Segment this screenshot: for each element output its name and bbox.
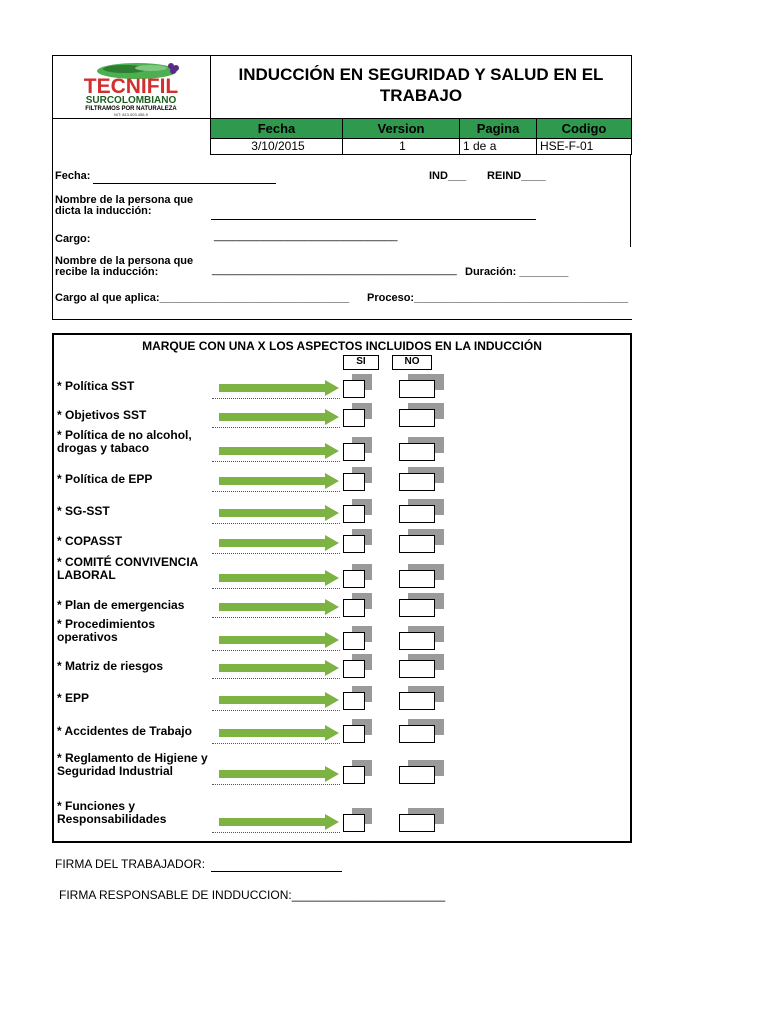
duracion-field[interactable]: Duración: ________ xyxy=(465,266,569,278)
arrow-right-icon xyxy=(219,443,339,459)
si-checkbox[interactable] xyxy=(343,505,365,523)
no-checkbox[interactable] xyxy=(399,725,435,743)
logo-tagline: FILTRAMOS POR NATURALEZA xyxy=(85,106,177,112)
dicta-label-1: Nombre de la persona que xyxy=(55,194,194,206)
recibe-field[interactable]: ________________________________________ xyxy=(212,264,457,276)
dotted-divider xyxy=(212,743,340,744)
col-version: Version xyxy=(342,118,460,139)
no-checkbox[interactable] xyxy=(399,660,435,678)
cargo-field[interactable]: ______________________________ xyxy=(214,230,398,242)
dotted-divider xyxy=(212,710,340,711)
arrow-right-icon xyxy=(219,535,339,551)
arrow-right-icon xyxy=(219,380,339,396)
si-checkbox[interactable] xyxy=(343,409,365,427)
dotted-divider xyxy=(212,398,340,399)
no-checkbox[interactable] xyxy=(399,570,435,588)
arrow-right-icon xyxy=(219,505,339,521)
no-checkbox[interactable] xyxy=(399,535,435,553)
dotted-divider xyxy=(212,678,340,679)
value-pagina: 1 de a xyxy=(459,138,537,155)
no-checkbox[interactable] xyxy=(399,473,435,491)
si-checkbox[interactable] xyxy=(343,535,365,553)
arrow-right-icon xyxy=(219,814,339,830)
col-pagina: Pagina xyxy=(459,118,537,139)
recibe-label-2: recibe la inducción: xyxy=(55,266,159,278)
cargo-label: Cargo: xyxy=(55,233,91,245)
dicta-label-2: dicta la inducción: xyxy=(55,205,152,217)
si-checkbox[interactable] xyxy=(343,380,365,398)
arrow-right-icon xyxy=(219,409,339,425)
checklist-item-label-line2: drogas y tabaco xyxy=(57,441,150,455)
checklist-item-label: * Objetivos SST xyxy=(57,408,147,422)
checklist-item-label: * Política SST xyxy=(57,379,135,393)
checklist-title: MARQUE CON UNA X LOS ASPECTOS INCLUIDOS EN LA INDUCCIÓN xyxy=(142,339,542,353)
si-checkbox[interactable] xyxy=(343,599,365,617)
checklist-item-label: * Plan de emergencias xyxy=(57,598,185,612)
dotted-divider xyxy=(212,617,340,618)
checklist-item-label-line2: Seguridad Industrial xyxy=(57,764,174,778)
dotted-divider xyxy=(212,650,340,651)
no-checkbox[interactable] xyxy=(399,632,435,650)
firma-responsable-field[interactable]: FIRMA RESPONSABLE DE INDDUCCION:_______________________ xyxy=(59,888,446,902)
si-checkbox[interactable] xyxy=(343,632,365,650)
checklist-item-label-line2: LABORAL xyxy=(57,568,116,582)
arrow-right-icon xyxy=(219,599,339,615)
no-checkbox[interactable] xyxy=(399,443,435,461)
checklist-item-label: * EPP xyxy=(57,691,90,705)
dicta-field[interactable] xyxy=(211,219,536,220)
checklist-item-label: * Política de no alcohol, xyxy=(57,428,192,442)
col-fecha: Fecha xyxy=(210,118,343,139)
dotted-divider xyxy=(212,461,340,462)
no-header: NO xyxy=(392,355,432,370)
no-checkbox[interactable] xyxy=(399,766,435,784)
arrow-right-icon xyxy=(219,632,339,648)
no-checkbox[interactable] xyxy=(399,505,435,523)
proceso-field[interactable]: Proceso:___________________________________ xyxy=(367,292,629,304)
firma-trabajador-label: FIRMA DEL TRABAJADOR: xyxy=(55,857,206,871)
checklist-item-label: * SG-SST xyxy=(57,504,110,518)
checklist-item-label: * Procedimientos xyxy=(57,617,156,631)
dotted-divider xyxy=(212,832,340,833)
si-header: SI xyxy=(343,355,379,370)
si-checkbox[interactable] xyxy=(343,660,365,678)
arrow-right-icon xyxy=(219,570,339,586)
value-fecha: 3/10/2015 xyxy=(210,138,343,155)
no-checkbox[interactable] xyxy=(399,380,435,398)
checklist-item-label-line2: operativos xyxy=(57,630,118,644)
checklist-item-label: * Accidentes de Trabajo xyxy=(57,724,192,738)
dotted-divider xyxy=(212,427,340,428)
blank-cell xyxy=(52,118,211,155)
arrow-right-icon xyxy=(219,725,339,741)
si-checkbox[interactable] xyxy=(343,443,365,461)
checklist-item-label: * Política de EPP xyxy=(57,472,153,486)
logo-title: TECNIFIL xyxy=(83,75,179,98)
logo-subtitle: SURCOLOMBIANO xyxy=(85,95,177,106)
fecha-label: Fecha: xyxy=(55,170,91,182)
dotted-divider xyxy=(212,523,340,524)
si-checkbox[interactable] xyxy=(343,814,365,832)
arrow-right-icon xyxy=(219,473,339,489)
no-checkbox[interactable] xyxy=(399,409,435,427)
logo-nit: NIT: 813.003.456-9 xyxy=(113,112,149,117)
dotted-divider xyxy=(212,588,340,589)
checklist-item-label: * COPASST xyxy=(57,534,123,548)
si-checkbox[interactable] xyxy=(343,692,365,710)
reind-field[interactable]: REIND____ xyxy=(487,170,546,182)
no-checkbox[interactable] xyxy=(399,692,435,710)
value-codigo: HSE-F-01 xyxy=(536,138,632,155)
dotted-divider xyxy=(212,491,340,492)
tecnifil-logo xyxy=(53,56,210,118)
checklist-item-label: * Reglamento de Higiene y xyxy=(57,751,208,765)
dotted-divider xyxy=(212,553,340,554)
checklist-section xyxy=(52,333,632,843)
value-version: 1 xyxy=(342,138,460,155)
recibe-label-1: Nombre de la persona que xyxy=(55,255,194,267)
no-checkbox[interactable] xyxy=(399,814,435,832)
title-cell xyxy=(210,55,632,119)
arrow-right-icon xyxy=(219,766,339,782)
checklist-item-label: * Funciones y xyxy=(57,799,136,813)
fecha-field[interactable] xyxy=(93,183,276,184)
ind-field[interactable]: IND___ xyxy=(429,170,467,182)
checklist-item-label: * Matriz de riesgos xyxy=(57,659,164,673)
si-checkbox[interactable] xyxy=(343,725,365,743)
cargo-aplica-field[interactable]: Cargo al que aplica:_______________________________ xyxy=(55,292,350,304)
form-header xyxy=(52,55,632,155)
checklist-item-label: * COMITÉ CONVIVENCIA xyxy=(57,555,199,569)
no-checkbox[interactable] xyxy=(399,599,435,617)
checklist-item-label-line2: Responsabilidades xyxy=(57,812,167,826)
si-checkbox[interactable] xyxy=(343,766,365,784)
si-checkbox[interactable] xyxy=(343,570,365,588)
arrow-right-icon xyxy=(219,660,339,676)
col-codigo: Codigo xyxy=(536,118,632,139)
arrow-right-icon xyxy=(219,692,339,708)
si-checkbox[interactable] xyxy=(343,473,365,491)
logo-cell xyxy=(52,55,211,119)
page-title: INDUCCIÓN EN SEGURIDAD Y SALUD EN EL TRABAJO xyxy=(238,65,604,105)
firma-trabajador-field[interactable] xyxy=(211,871,342,872)
dotted-divider xyxy=(212,784,340,785)
